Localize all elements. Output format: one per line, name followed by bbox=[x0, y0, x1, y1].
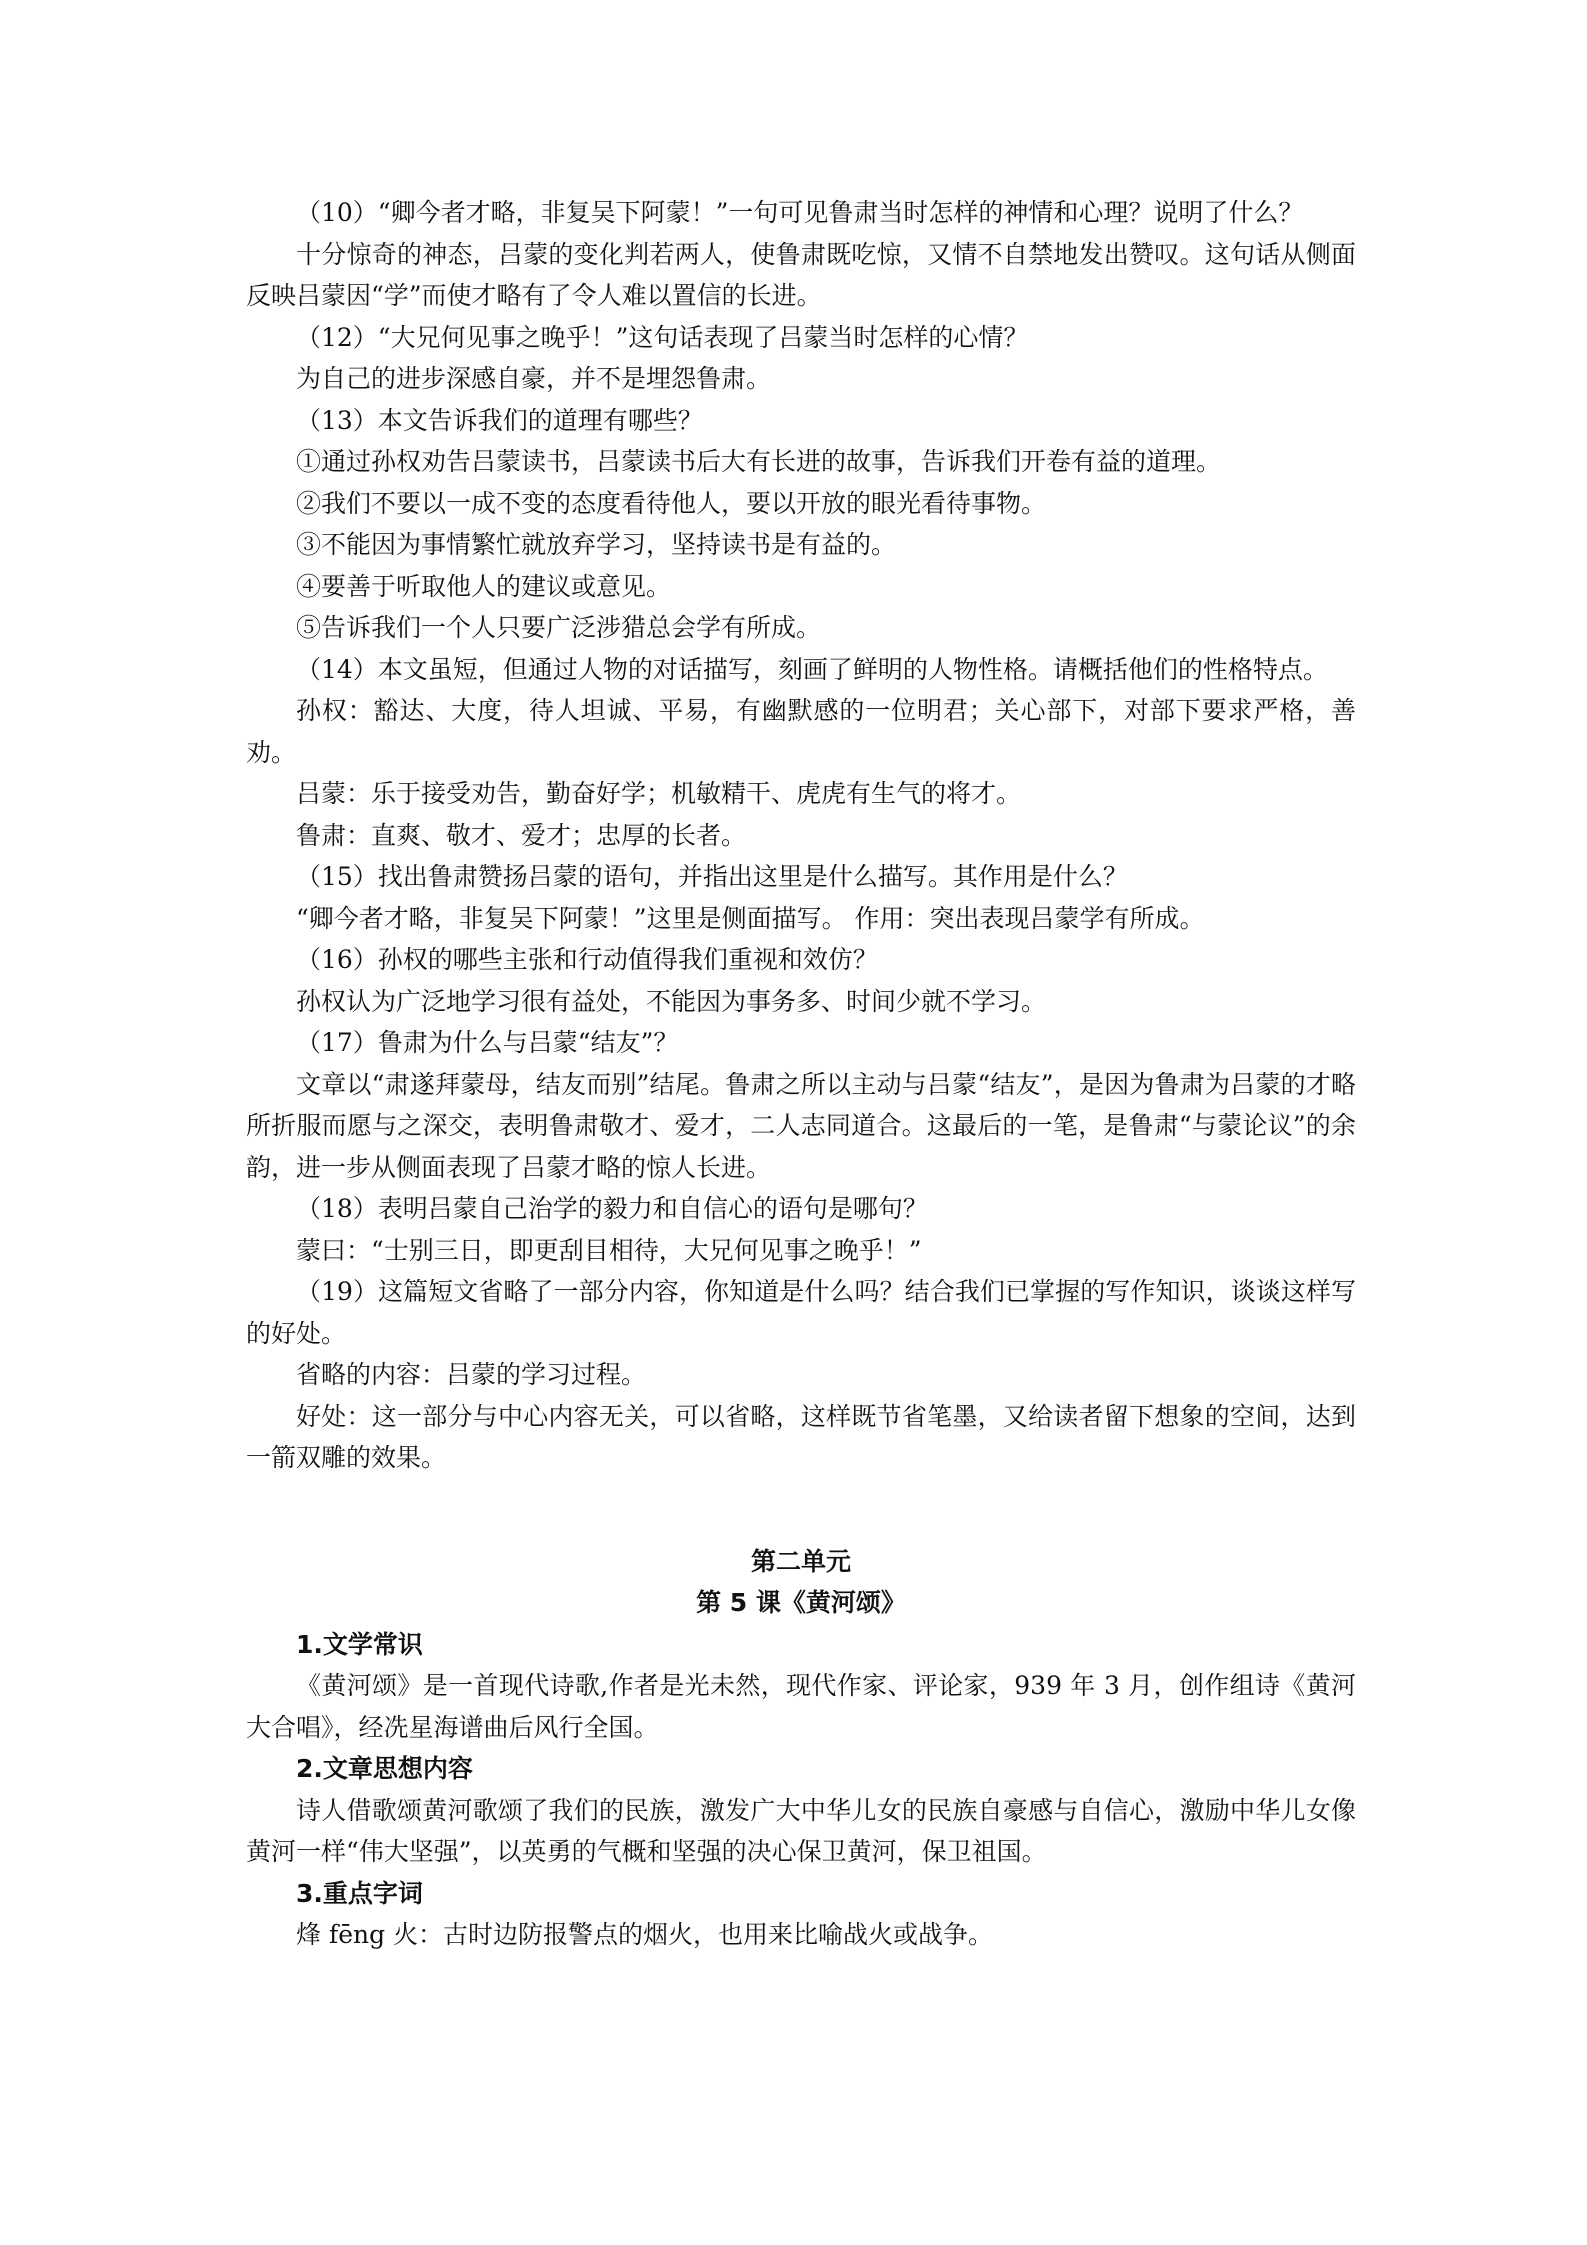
paragraph: （18）表明吕蒙自己治学的毅力和自信心的语句是哪句？ bbox=[296, 1194, 928, 1223]
paragraph: 为自己的进步深感自豪，并不是埋怨鲁肃。 bbox=[296, 364, 772, 393]
paragraph: 十分惊奇的神态，吕蒙的变化判若两人，使鲁肃既吃惊，又情不自禁地发出赞叹。这句话从侧面反映吕蒙因“学”而使才略有了令人难以置信的长进。 bbox=[246, 239, 1356, 310]
unit-title: 第二单元 bbox=[750, 1546, 851, 1576]
paragraph: （15）找出鲁肃赞扬吕蒙的语句，并指出这里是什么描写。其作用是什么？ bbox=[296, 862, 1128, 891]
paragraph: 省略的内容：吕蒙的学习过程。 bbox=[296, 1360, 647, 1389]
paragraph: （19）这篇短文省略了一部分内容，你知道是什么吗？结合我们已掌握的写作知识，谈谈这样写的好处。 bbox=[246, 1277, 1356, 1348]
section-heading-literary-knowledge: 1.文学常识 bbox=[296, 1629, 423, 1659]
paragraph: ④要善于听取他人的建议或意见。 bbox=[296, 571, 672, 601]
section-text-literary-knowledge: 《黄河颂》是一首现代诗歌,作者是光未然，现代作家、评论家，939 年 3 月，创作组诗《黄河大合唱》，经冼星海谱曲后风行全国。 bbox=[246, 1671, 1356, 1742]
paragraph: ①通过孙权劝告吕蒙读书，吕蒙读书后大有长进的故事，告诉我们开卷有益的道理。 bbox=[296, 447, 1222, 476]
paragraph: 吕蒙：乐于接受劝告，勤奋好学；机敏精干、虎虎有生气的将才。 bbox=[296, 779, 1022, 808]
document-page bbox=[246, 192, 1356, 1956]
paragraph: 文章以“肃遂拜蒙母，结友而别”结尾。鲁肃之所以主动与吕蒙“结友”，是因为鲁肃为吕蒙的才略所折服而愿与之深交，表明鲁肃敬才、爱才，二人志同道合。这最后的一笔，是鲁肃“与蒙论议”的余韵，进一步从侧面表现了吕蒙才略的惊人长进。 bbox=[246, 1069, 1356, 1182]
paragraph: 孙权：豁达、大度，待人坦诚、平易，有幽默感的一位明君；关心部下，对部下要求严格，善劝。 bbox=[246, 696, 1356, 767]
paragraph: 好处：这一部分与中心内容无关，可以省略，这样既节省笔墨，又给读者留下想象的空间，达到一箭双雕的效果。 bbox=[246, 1401, 1356, 1472]
qa-section bbox=[246, 192, 1356, 1479]
lesson-title: 第 5 课《黄河颂》 bbox=[696, 1588, 906, 1617]
paragraph: ②我们不要以一成不变的态度看待他人，要以开放的眼光看待事物。 bbox=[296, 488, 1047, 518]
paragraph: （16）孙权的哪些主张和行动值得我们重视和效仿？ bbox=[296, 945, 878, 974]
paragraph: 孙权认为广泛地学习很有益处，不能因为事务多、时间少就不学习。 bbox=[296, 986, 1047, 1016]
section-text-key-words: 烽 fēng 火：古时边防报警点的烟火，也用来比喻战火或战争。 bbox=[296, 1920, 994, 1949]
paragraph: “卿今者才略，非复吴下阿蒙！”这里是侧面描写。 作用：突出表现吕蒙学有所成。 bbox=[296, 903, 1205, 933]
section-heading-thought-content: 2.文章思想内容 bbox=[296, 1754, 473, 1783]
paragraph: ③不能因为事情繁忙就放弃学习，坚持读书是有益的。 bbox=[296, 530, 897, 559]
paragraph: 蒙曰：“士别三日，即更刮目相待，大兄何见事之晚乎！” bbox=[296, 1235, 922, 1265]
paragraph: （12）“大兄何见事之晚乎！”这句话表现了吕蒙当时怎样的心情？ bbox=[296, 322, 1029, 352]
paragraph: （17）鲁肃为什么与吕蒙“结友”？ bbox=[296, 1028, 679, 1057]
section-heading-key-words: 3.重点字词 bbox=[296, 1878, 423, 1908]
paragraph: 鲁肃：直爽、敬才、爱才；忠厚的长者。 bbox=[296, 820, 747, 850]
paragraph: ⑤告诉我们一个人只要广泛涉猎总会学有所成。 bbox=[296, 613, 822, 642]
paragraph: （13）本文告诉我们的道理有哪些？ bbox=[296, 405, 703, 435]
paragraph: （14）本文虽短，但通过人物的对话描写，刻画了鲜明的人物性格。请概括他们的性格特点。 bbox=[296, 654, 1328, 684]
paragraph: （10）“卿今者才略，非复吴下阿蒙！”一句可见鲁肃当时怎样的神情和心理？说明了什么？ bbox=[296, 198, 1304, 227]
section-gap bbox=[246, 1479, 1356, 1541]
section-text-thought-content: 诗人借歌颂黄河歌颂了我们的民族，激发广大中华儿女的民族自豪感与自信心，激励中华儿女像黄河一样“伟大坚强”，以英勇的气概和坚强的决心保卫黄河，保卫祖国。 bbox=[246, 1795, 1356, 1866]
